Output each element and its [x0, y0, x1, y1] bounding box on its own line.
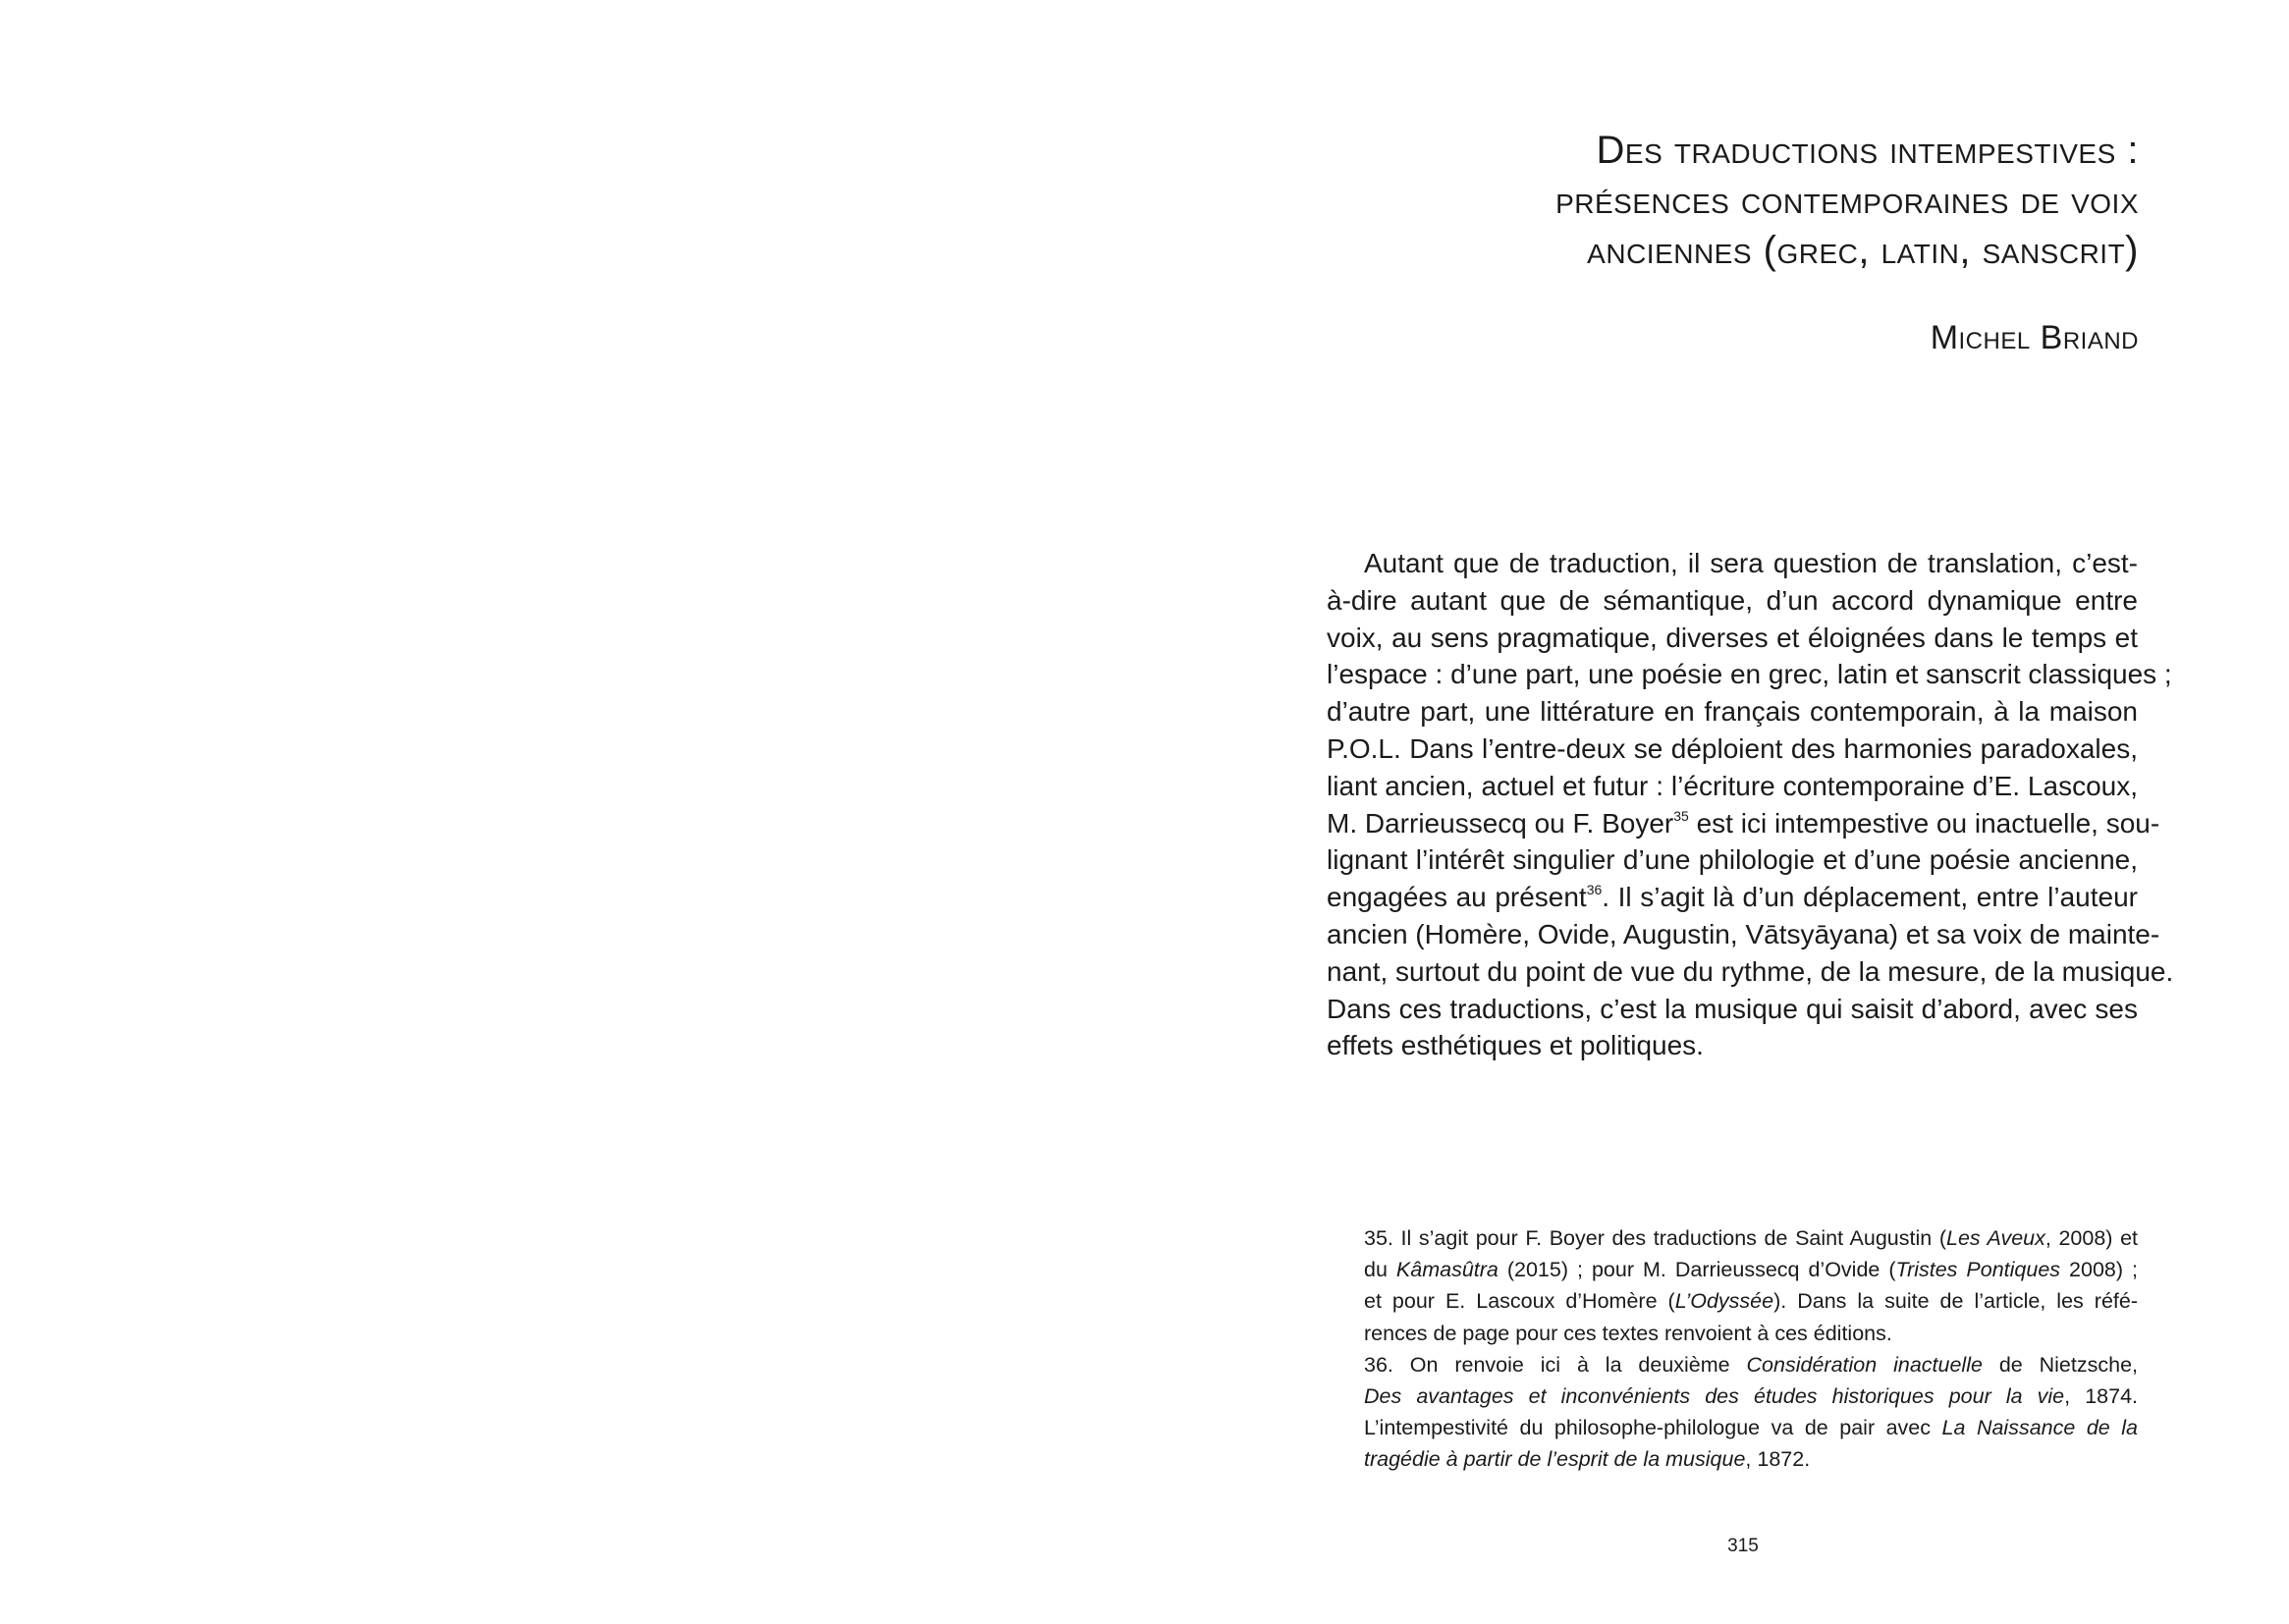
footnote-35-line [1364, 1318, 2138, 1349]
footnote-35-line [1364, 1254, 2138, 1285]
footnote-italic: Tristes Pontiques [1895, 1258, 2061, 1282]
footnote-text: rences de page pour ces textes renvoient à ces éditions. [1364, 1321, 1892, 1345]
footnote-italic: Des avantages et inconvénients des études historiques pour la vie [1364, 1383, 2065, 1408]
body-line: nant, surtout du point de vue du rythme, de la mesure, de la musique. [1327, 955, 2174, 987]
footnote-36-line [1364, 1412, 2138, 1443]
footnote-36-line [1364, 1349, 2138, 1380]
body-line: d’autre part, une littérature en français contemporain, à la maison [1327, 696, 2138, 728]
footnote-text: , 1874. [2064, 1383, 2139, 1408]
body-line: l’espace : d’une part, une poésie en grec, latin et sanscrit classiques ; [1327, 659, 2172, 690]
footnote-text: , 2008) et [2044, 1226, 2138, 1250]
footnote-35-line [1364, 1222, 2138, 1254]
footnotes [1364, 1222, 2138, 1476]
body-line: lignant l’intérêt singulier d’une philologie et d’une poésie ancienne, [1327, 844, 2138, 876]
body-line [1327, 879, 2138, 916]
footnote-text: 2008) ; [2060, 1258, 2138, 1282]
footnote-italic: tragédie à partir de l’esprit de la musique [1364, 1447, 1746, 1472]
footnote-text: 35. Il s’agit pour F. Boyer des traductions de Saint Augustin ( [1364, 1226, 1946, 1250]
body-line: P.O.L. Dans l’entre-deux se déploient des harmonies paradoxales, [1327, 732, 2138, 764]
footnote-text: du [1364, 1258, 1396, 1282]
footnote-italic: Kâmasûtra [1395, 1258, 1499, 1282]
footnote-text: et pour E. Lascoux d’Homère ( [1364, 1289, 1675, 1314]
body-line: ancien (Homère, Ovide, Augustin, Vātsyāyana) et sa voix de mainte- [1327, 918, 2160, 949]
footnote-italic: La Naissance de la [1941, 1416, 2138, 1440]
chapter-title-line-1: Des traductions intempestives : [1596, 129, 2139, 172]
body-line-segment: . Il s’agit là d’un déplacement, entre l’auteur [1602, 882, 2139, 913]
footnote-text: ). Dans la suite de l’article, les réfé- [1773, 1289, 2138, 1314]
footnote-36-line [1364, 1443, 2138, 1475]
body-line-segment: M. Darrieussecq ou F. Boyer [1327, 807, 1674, 839]
footnote-35-line [1364, 1285, 2138, 1317]
body-paragraph [1327, 545, 2174, 1064]
body-line [1327, 805, 2160, 842]
body-line: Dans ces traductions, c’est la musique qui saisit d’abord, avec ses [1327, 993, 2138, 1024]
chapter-title [1255, 126, 2139, 276]
footnote-text: , 1872. [1745, 1447, 1811, 1472]
footnote-text: L’intempestivité du philosophe-philologue va de pair avec [1364, 1416, 1942, 1440]
footnote-text: (2015) ; pour M. Darrieussecq d’Ovide ( [1498, 1258, 1896, 1282]
body-line-segment: est ici intempestive ou inactuelle, sou- [1696, 807, 2160, 839]
body-line: effets esthétiques et politiques. [1327, 1030, 1704, 1061]
body-line: Autant que de traduction, il sera question de translation, c’est- [1364, 548, 2138, 578]
body-line: voix, au sens pragmatique, diverses et éloignées dans le temps et [1327, 622, 2138, 653]
footnote-italic: Considération inactuelle [1746, 1352, 1983, 1377]
footnote-italic: L’Odyssée [1674, 1289, 1774, 1314]
left-page-blank [0, 0, 1144, 1624]
footnote-ref-36[interactable]: 36 [1586, 882, 1603, 898]
footnote-36-line [1364, 1380, 2138, 1412]
body-line: à-dire autant que de sémantique, d’un accord dynamique entre [1327, 584, 2138, 616]
chapter-title-line-3: anciennes (grec, latin, sanscrit) [1587, 229, 2139, 272]
body-line-segment: engagées au présent [1327, 882, 1587, 913]
author-name: Michel Briand [1930, 319, 2139, 356]
body-line: liant ancien, actuel et futur : l’écriture contemporaine d’E. Lascoux, [1327, 770, 2138, 801]
footnote-ref-35[interactable]: 35 [1673, 807, 1689, 824]
footnote-text: 36. On renvoie ici à la deuxième [1364, 1352, 1747, 1377]
footnote-text: de Nietzsche, [1982, 1352, 2139, 1377]
chapter-title-line-2: présences contemporaines de voix [1555, 179, 2139, 222]
page-number: 315 [1727, 1536, 1759, 1556]
footnote-italic: Les Aveux [1946, 1226, 2045, 1250]
